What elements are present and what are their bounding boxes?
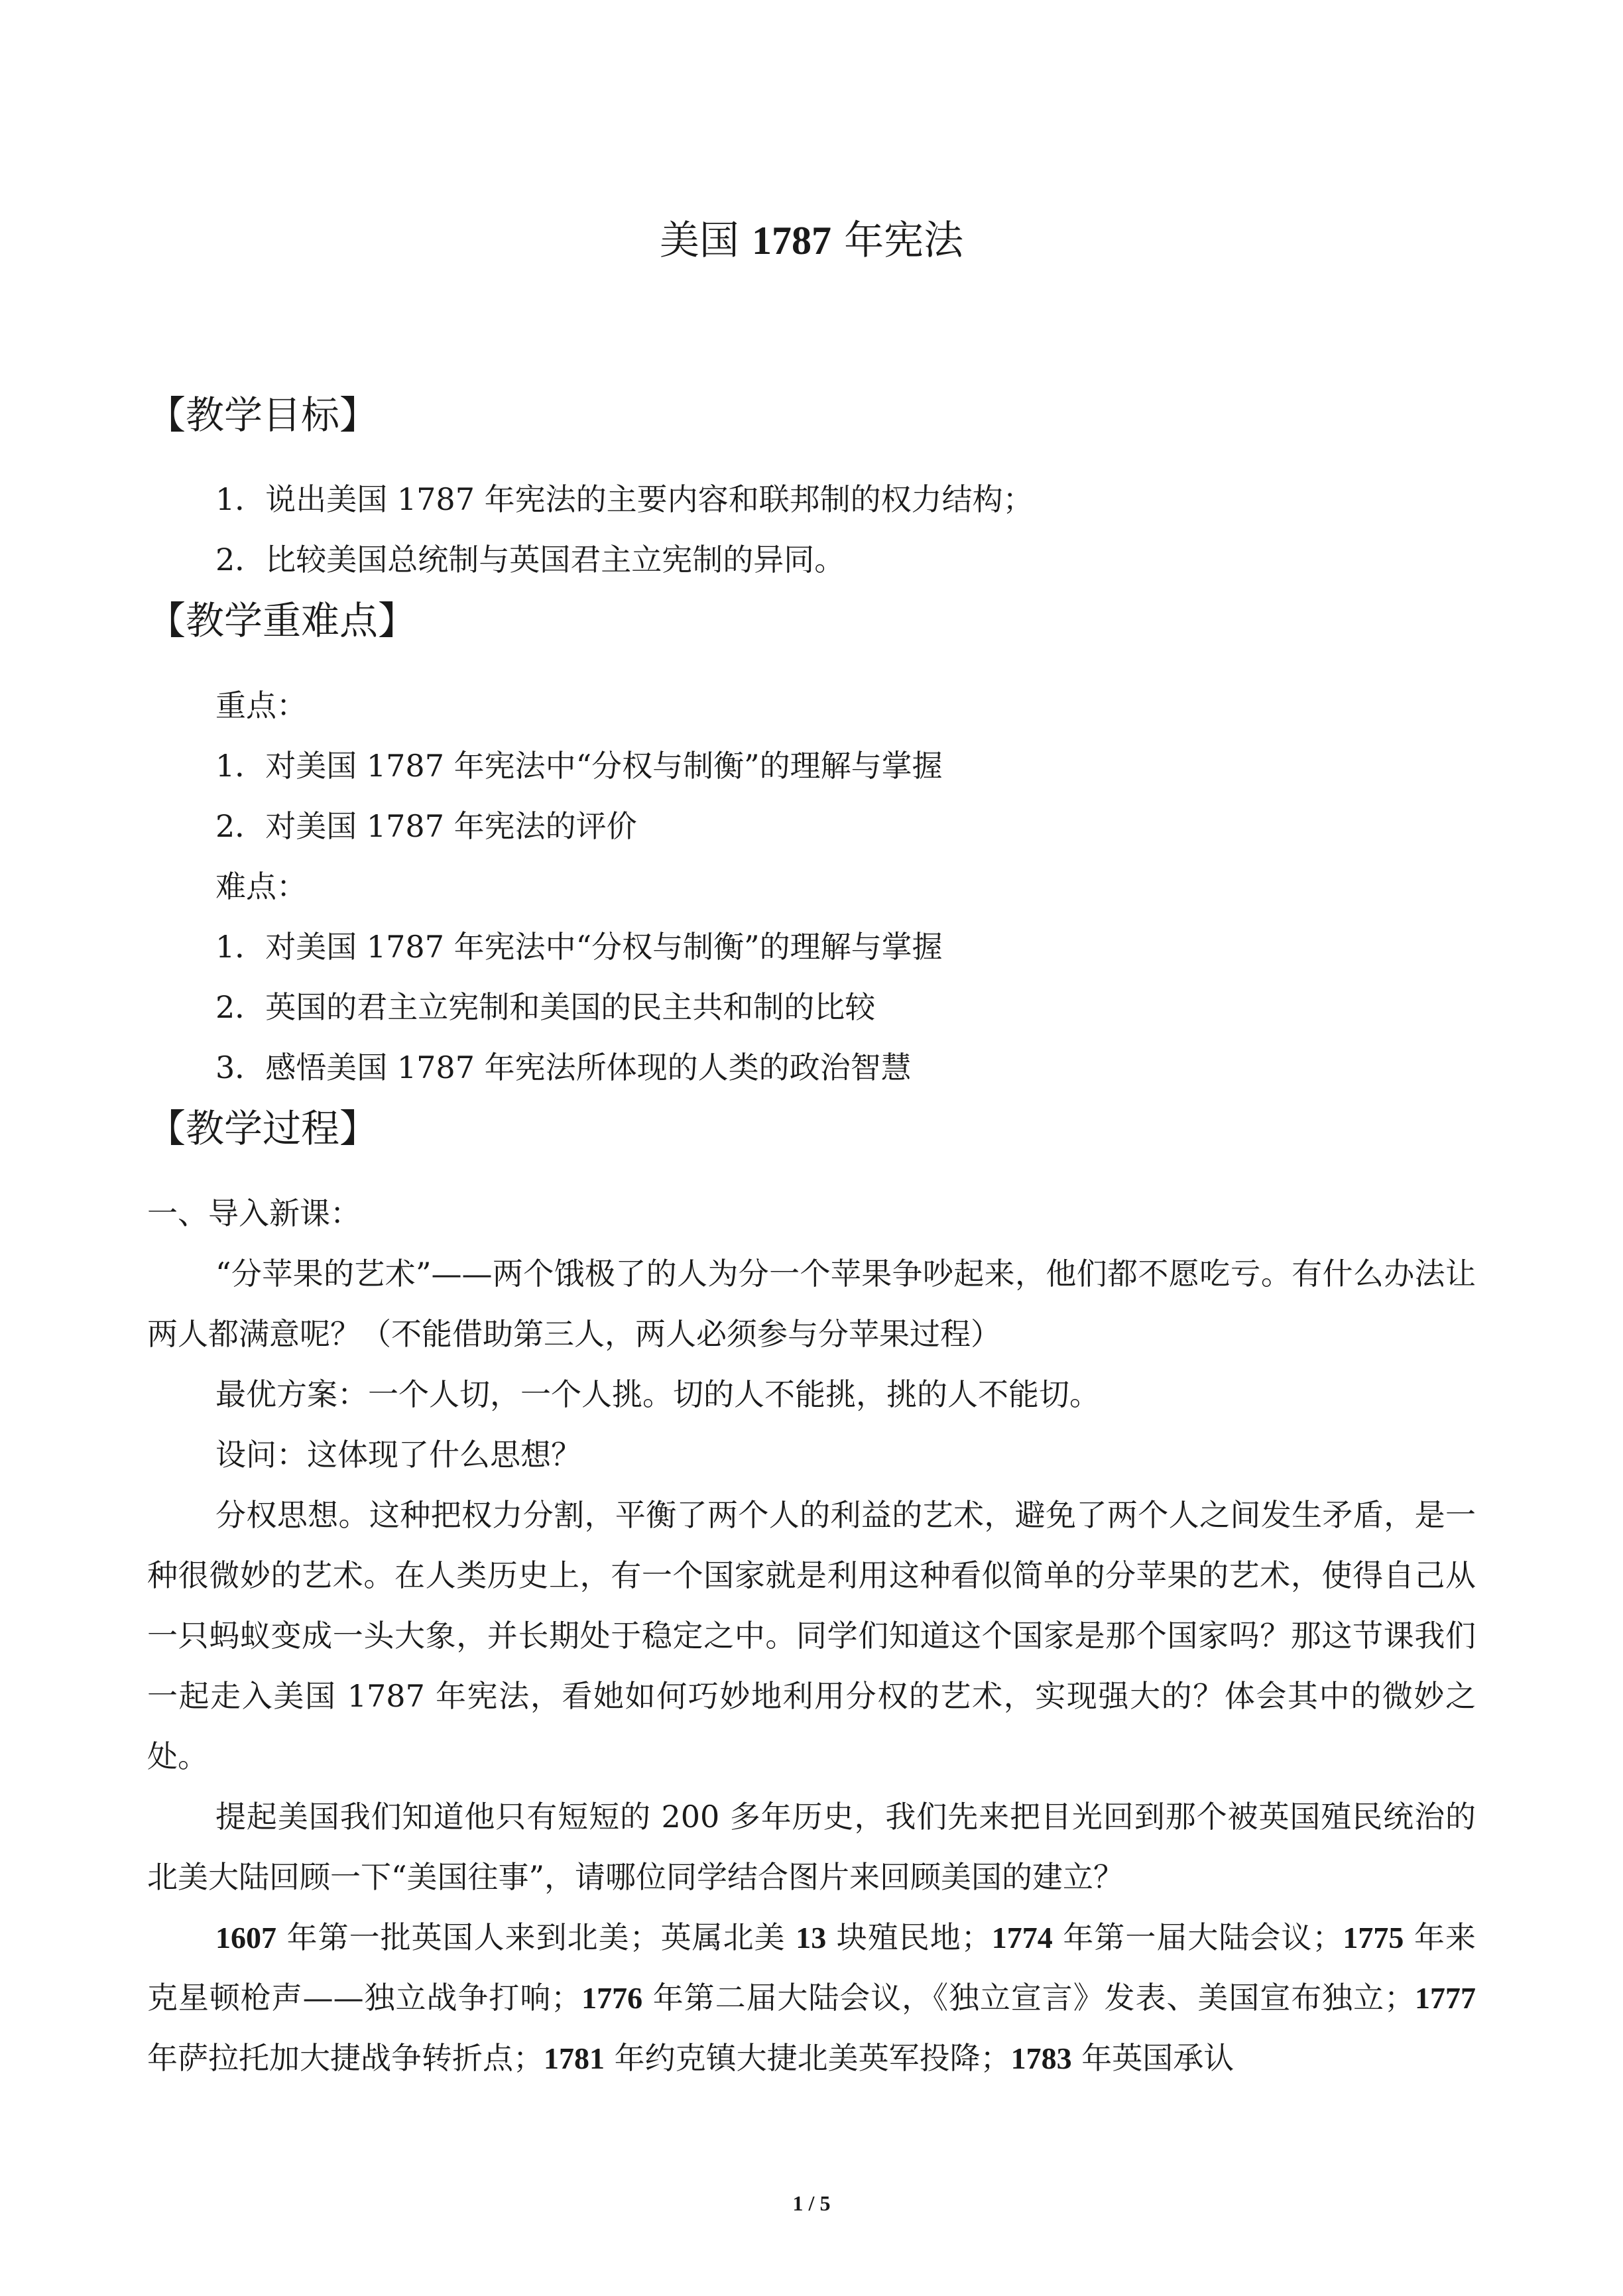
focus-label: 重点： <box>215 688 307 723</box>
paragraph-apple: “分苹果的艺术”——两个饿极了的人为分一个苹果争吵起来，他们都不愿吃亏。有什么办法让两人都满意呢？（不能借助第三人，两人必须参与分苹果过程） <box>147 1256 1476 1352</box>
timeline-year: 1607 <box>215 1921 276 1955</box>
timeline-year: 1777 <box>1415 1981 1476 2015</box>
heading-keypoints: 【教学重难点】 <box>147 598 417 643</box>
heading-goals: 【教学目标】 <box>147 393 379 438</box>
timeline-text: 年第一届大陆会议； <box>1052 1919 1343 1955</box>
subheading-intro: 一、导入新课： <box>147 1195 361 1231</box>
timeline-text: 年第二届大陆会议，《独立宣言》发表、美国宣布独立； <box>642 1980 1415 2016</box>
paragraph-timeline <box>147 1907 1476 2088</box>
focus-item-2: 2．对美国 1787 年宪法的评价 <box>215 808 637 844</box>
goal-item-2: 2．比较美国总统制与英国君主立宪制的异同。 <box>215 542 845 577</box>
document-title <box>0 211 1623 271</box>
difficulty-item-1: 1．对美国 1787 年宪法中“分权与制衡”的理解与掌握 <box>215 929 943 965</box>
goal-item-1: 1．说出美国 1787 年宪法的主要内容和联邦制的权力结构； <box>215 481 1034 517</box>
difficulty-item-3: 3．感悟美国 1787 年宪法所体现的人类的政治智慧 <box>215 1050 912 1085</box>
process-body <box>147 1244 1476 2088</box>
focus-item-1: 1．对美国 1787 年宪法中“分权与制衡”的理解与掌握 <box>215 748 943 784</box>
title-prefix: 美国 <box>659 217 739 264</box>
timeline-year: 13 <box>796 1921 827 1955</box>
page-number: 1 / 5 <box>792 2191 831 2215</box>
paragraph-history: 提起美国我们知道他只有短短的 200 多年历史，我们先来把目光回到那个被英国殖民统治的北美大陆回顾一下“美国往事”，请哪位同学结合图片来回顾美国的建立？ <box>147 1799 1476 1895</box>
timeline-year: 1775 <box>1343 1921 1404 1955</box>
timeline-text: 块殖民地； <box>826 1919 992 1955</box>
timeline-text: 年约克镇大捷北美英军投降； <box>605 2040 1011 2076</box>
difficulty-item-2: 2．英国的君主立宪制和美国的民主共和制的比较 <box>215 989 876 1025</box>
heading-process: 【教学过程】 <box>147 1106 379 1151</box>
paragraph-separation: 分权思想。这种把权力分割，平衡了两个人的利益的艺术，避免了两个人之间发生矛盾，是一种很微妙的艺术。在人类历史上，有一个国家就是利用这种看似简单的分苹果的艺术，使得自己从一只蚂蚁变成一头大象，并长期处于稳定之中。同学们知道这个国家是那个国家吗？那这节课我们一起走入美国 1787 年宪法，看她如何巧妙地利用分权的艺术，实现强大的？体会其中的微妙之处。 <box>147 1497 1476 1774</box>
timeline-text: 年来克星顿枪声——独立战争打响； <box>147 1919 1476 2016</box>
title-suffix: 年宪法 <box>844 217 964 264</box>
timeline-text: 年英国承认 <box>1071 2040 1234 2076</box>
paragraph-question: 设问：这体现了什么思想？ <box>215 1437 581 1473</box>
timeline-year: 1776 <box>581 1981 643 2015</box>
difficulty-label: 难点： <box>215 869 307 904</box>
title-year: 1787 <box>752 219 831 263</box>
timeline-year: 1783 <box>1010 2041 1072 2075</box>
paragraph-solution: 最优方案：一个人切，一个人挑。切的人不能挑，挑的人不能切。 <box>215 1376 1100 1412</box>
timeline-text: 年第一批英国人来到北美；英属北美 <box>276 1919 796 1955</box>
timeline-text: 年萨拉托加大捷战争转折点； <box>147 2040 544 2076</box>
timeline-year: 1774 <box>991 1921 1053 1955</box>
timeline-year: 1781 <box>544 2041 605 2075</box>
